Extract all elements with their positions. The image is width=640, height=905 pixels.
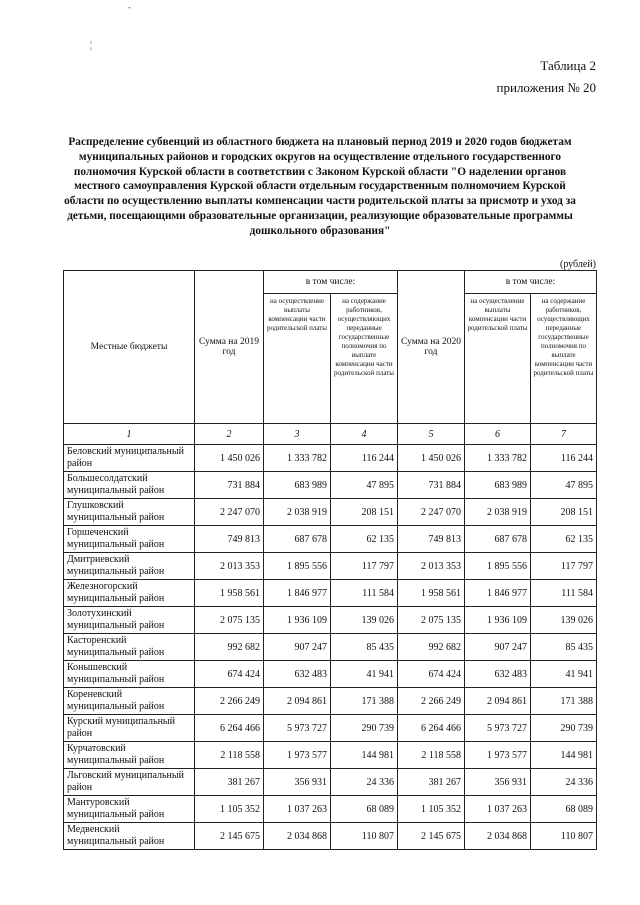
- amount-cell: 47 895: [331, 472, 398, 499]
- budget-name-cell: Кореневский муниципальный район: [64, 688, 195, 715]
- budget-name-cell: Медвенский муниципальный район: [64, 823, 195, 850]
- amount-cell: 2 266 249: [195, 688, 264, 715]
- amount-cell: 208 151: [331, 499, 398, 526]
- amount-cell: 1 333 782: [465, 445, 531, 472]
- amount-cell: 6 264 466: [195, 715, 264, 742]
- amount-cell: 632 483: [465, 661, 531, 688]
- amount-cell: 1 333 782: [264, 445, 331, 472]
- table-row: [64, 823, 597, 850]
- amount-cell: 2 038 919: [465, 499, 531, 526]
- amount-cell: 116 244: [331, 445, 398, 472]
- amount-cell: 992 682: [398, 634, 465, 661]
- amount-cell: 674 424: [195, 661, 264, 688]
- table-row: [64, 526, 597, 553]
- amount-cell: 2 034 868: [465, 823, 531, 850]
- amount-cell: 2 118 558: [398, 742, 465, 769]
- table-row: [64, 742, 597, 769]
- amount-cell: 2 013 353: [195, 553, 264, 580]
- budget-name-cell: Конышевский муниципальный район: [64, 661, 195, 688]
- table-row: [64, 715, 597, 742]
- table-row: [64, 445, 597, 472]
- amount-cell: 2 247 070: [398, 499, 465, 526]
- table-row: [64, 499, 597, 526]
- table-row: [64, 688, 597, 715]
- amount-cell: 5 973 727: [465, 715, 531, 742]
- amount-cell: 110 807: [531, 823, 597, 850]
- column-number: 6: [465, 424, 531, 445]
- amount-cell: 144 981: [331, 742, 398, 769]
- amount-cell: 290 739: [531, 715, 597, 742]
- amount-cell: 1 936 109: [264, 607, 331, 634]
- amount-cell: 1 846 977: [465, 580, 531, 607]
- header-compensation-2020: на осуществление выплаты компенсации части родительской платы: [465, 294, 531, 424]
- amount-cell: 85 435: [331, 634, 398, 661]
- column-number: 2: [195, 424, 264, 445]
- amount-cell: 731 884: [398, 472, 465, 499]
- appendix-label: приложения № 20: [496, 80, 596, 95]
- budget-name-cell: Курский муниципальный район: [64, 715, 195, 742]
- document-title: Распределение субвенций из областного бюджета на плановый период 2019 и 2020 годов бюджетам муниципальных районов и городских округов на осуществление отдельного государственного полномочия Курской области в соответствии с Законом Курской области "О наделении органов местного самоуправления Курской области отдельным государственным полномочием Курской области по осуществлению выплаты компенсации части родительской платы за присмотр и уход за детьми, посещающими образовательные организации, реализующие образовательные программы дошкольного образования": [64, 136, 576, 237]
- amount-cell: 1 105 352: [398, 796, 465, 823]
- amount-cell: 992 682: [195, 634, 264, 661]
- amount-cell: 381 267: [398, 769, 465, 796]
- budget-name-cell: Глушковский муниципальный район: [64, 499, 195, 526]
- budget-name-cell: Мантуровский муниципальный район: [64, 796, 195, 823]
- amount-cell: 2 094 861: [264, 688, 331, 715]
- amount-cell: 139 026: [531, 607, 597, 634]
- amount-cell: 24 336: [531, 769, 597, 796]
- amount-cell: 2 118 558: [195, 742, 264, 769]
- budget-name-cell: Горшеченский муниципальный район: [64, 526, 195, 553]
- amount-cell: 62 135: [331, 526, 398, 553]
- amount-cell: 907 247: [465, 634, 531, 661]
- amount-cell: 674 424: [398, 661, 465, 688]
- amount-cell: 683 989: [264, 472, 331, 499]
- amount-cell: 2 247 070: [195, 499, 264, 526]
- budget-name-cell: Касторенский муниципальный район: [64, 634, 195, 661]
- amount-cell: 356 931: [465, 769, 531, 796]
- scan-mark: -: [128, 2, 131, 12]
- header-staff-2019: на содержание работников, осуществляющих переданные государственные полномочия по выплате компенсации части родительской платы: [331, 294, 398, 424]
- column-number: 3: [264, 424, 331, 445]
- amount-cell: 1 936 109: [465, 607, 531, 634]
- budget-name-cell: Беловский муниципальный район: [64, 445, 195, 472]
- amount-cell: 632 483: [264, 661, 331, 688]
- amount-cell: 5 973 727: [264, 715, 331, 742]
- amount-cell: 749 813: [398, 526, 465, 553]
- amount-cell: 68 089: [531, 796, 597, 823]
- amount-cell: 1 895 556: [264, 553, 331, 580]
- amount-cell: 171 388: [331, 688, 398, 715]
- column-number: 5: [398, 424, 465, 445]
- amount-cell: 1 973 577: [264, 742, 331, 769]
- budget-name-cell: Золотухинский муниципальный район: [64, 607, 195, 634]
- header-staff-2020: на содержание работников, осуществляющих переданные государственные полномочия по выплате компенсации части родительской платы: [531, 294, 597, 424]
- table-label: Таблица 2: [540, 58, 596, 73]
- scan-mark: ¦: [90, 40, 93, 51]
- amount-cell: 1 037 263: [465, 796, 531, 823]
- table-row: [64, 769, 597, 796]
- units-label: (рублей): [559, 259, 596, 270]
- amount-cell: 85 435: [531, 634, 597, 661]
- amount-cell: 1 037 263: [264, 796, 331, 823]
- amount-cell: 2 013 353: [398, 553, 465, 580]
- column-number: 1: [64, 424, 195, 445]
- amount-cell: 116 244: [531, 445, 597, 472]
- amount-cell: 111 584: [531, 580, 597, 607]
- table-row: [64, 580, 597, 607]
- amount-cell: 139 026: [331, 607, 398, 634]
- amount-cell: 41 941: [331, 661, 398, 688]
- amount-cell: 1 958 561: [398, 580, 465, 607]
- amount-cell: 171 388: [531, 688, 597, 715]
- amount-cell: 117 797: [331, 553, 398, 580]
- amount-cell: 1 895 556: [465, 553, 531, 580]
- table-row: [64, 661, 597, 688]
- amount-cell: 907 247: [264, 634, 331, 661]
- amount-cell: 2 145 675: [195, 823, 264, 850]
- header-compensation-2019: на осуществление выплаты компенсации части родительской платы: [264, 294, 331, 424]
- amount-cell: 68 089: [331, 796, 398, 823]
- amount-cell: 687 678: [264, 526, 331, 553]
- column-number: 7: [531, 424, 597, 445]
- header-sum-2019: Сумма на 2019 год: [195, 271, 264, 424]
- amount-cell: 2 034 868: [264, 823, 331, 850]
- amount-cell: 731 884: [195, 472, 264, 499]
- amount-cell: 111 584: [331, 580, 398, 607]
- amount-cell: 2 266 249: [398, 688, 465, 715]
- header-including-2020: в том числе:: [465, 271, 597, 294]
- header-sum-2020: Сумма на 2020 год: [398, 271, 465, 424]
- column-number: 4: [331, 424, 398, 445]
- amount-cell: 1 450 026: [398, 445, 465, 472]
- amount-cell: 24 336: [331, 769, 398, 796]
- header-including-2019: в том числе:: [264, 271, 398, 294]
- amount-cell: 381 267: [195, 769, 264, 796]
- amount-cell: 356 931: [264, 769, 331, 796]
- budget-name-cell: Железногорский муниципальный район: [64, 580, 195, 607]
- amount-cell: 1 105 352: [195, 796, 264, 823]
- table-row: [64, 472, 597, 499]
- header-budget: Местные бюджеты: [64, 271, 195, 424]
- amount-cell: 2 075 135: [195, 607, 264, 634]
- amount-cell: 2 075 135: [398, 607, 465, 634]
- amount-cell: 1 846 977: [264, 580, 331, 607]
- amount-cell: 47 895: [531, 472, 597, 499]
- amount-cell: 687 678: [465, 526, 531, 553]
- amount-cell: 208 151: [531, 499, 597, 526]
- budget-name-cell: Дмитриевский муниципальный район: [64, 553, 195, 580]
- amount-cell: 144 981: [531, 742, 597, 769]
- amount-cell: 290 739: [331, 715, 398, 742]
- amount-cell: 6 264 466: [398, 715, 465, 742]
- amount-cell: 1 450 026: [195, 445, 264, 472]
- amount-cell: 41 941: [531, 661, 597, 688]
- amount-cell: 62 135: [531, 526, 597, 553]
- budget-name-cell: Курчатовский муниципальный район: [64, 742, 195, 769]
- amount-cell: 1 973 577: [465, 742, 531, 769]
- amount-cell: 1 958 561: [195, 580, 264, 607]
- table-row: [64, 553, 597, 580]
- subsidy-table: [63, 270, 597, 850]
- column-number-row: [64, 424, 597, 445]
- amount-cell: 2 145 675: [398, 823, 465, 850]
- amount-cell: 683 989: [465, 472, 531, 499]
- amount-cell: 2 094 861: [465, 688, 531, 715]
- table-row: [64, 634, 597, 661]
- amount-cell: 117 797: [531, 553, 597, 580]
- budget-name-cell: Льговский муниципальный район: [64, 769, 195, 796]
- amount-cell: 110 807: [331, 823, 398, 850]
- table-row: [64, 796, 597, 823]
- amount-cell: 2 038 919: [264, 499, 331, 526]
- table-row: [64, 607, 597, 634]
- budget-name-cell: Большесолдатский муниципальный район: [64, 472, 195, 499]
- amount-cell: 749 813: [195, 526, 264, 553]
